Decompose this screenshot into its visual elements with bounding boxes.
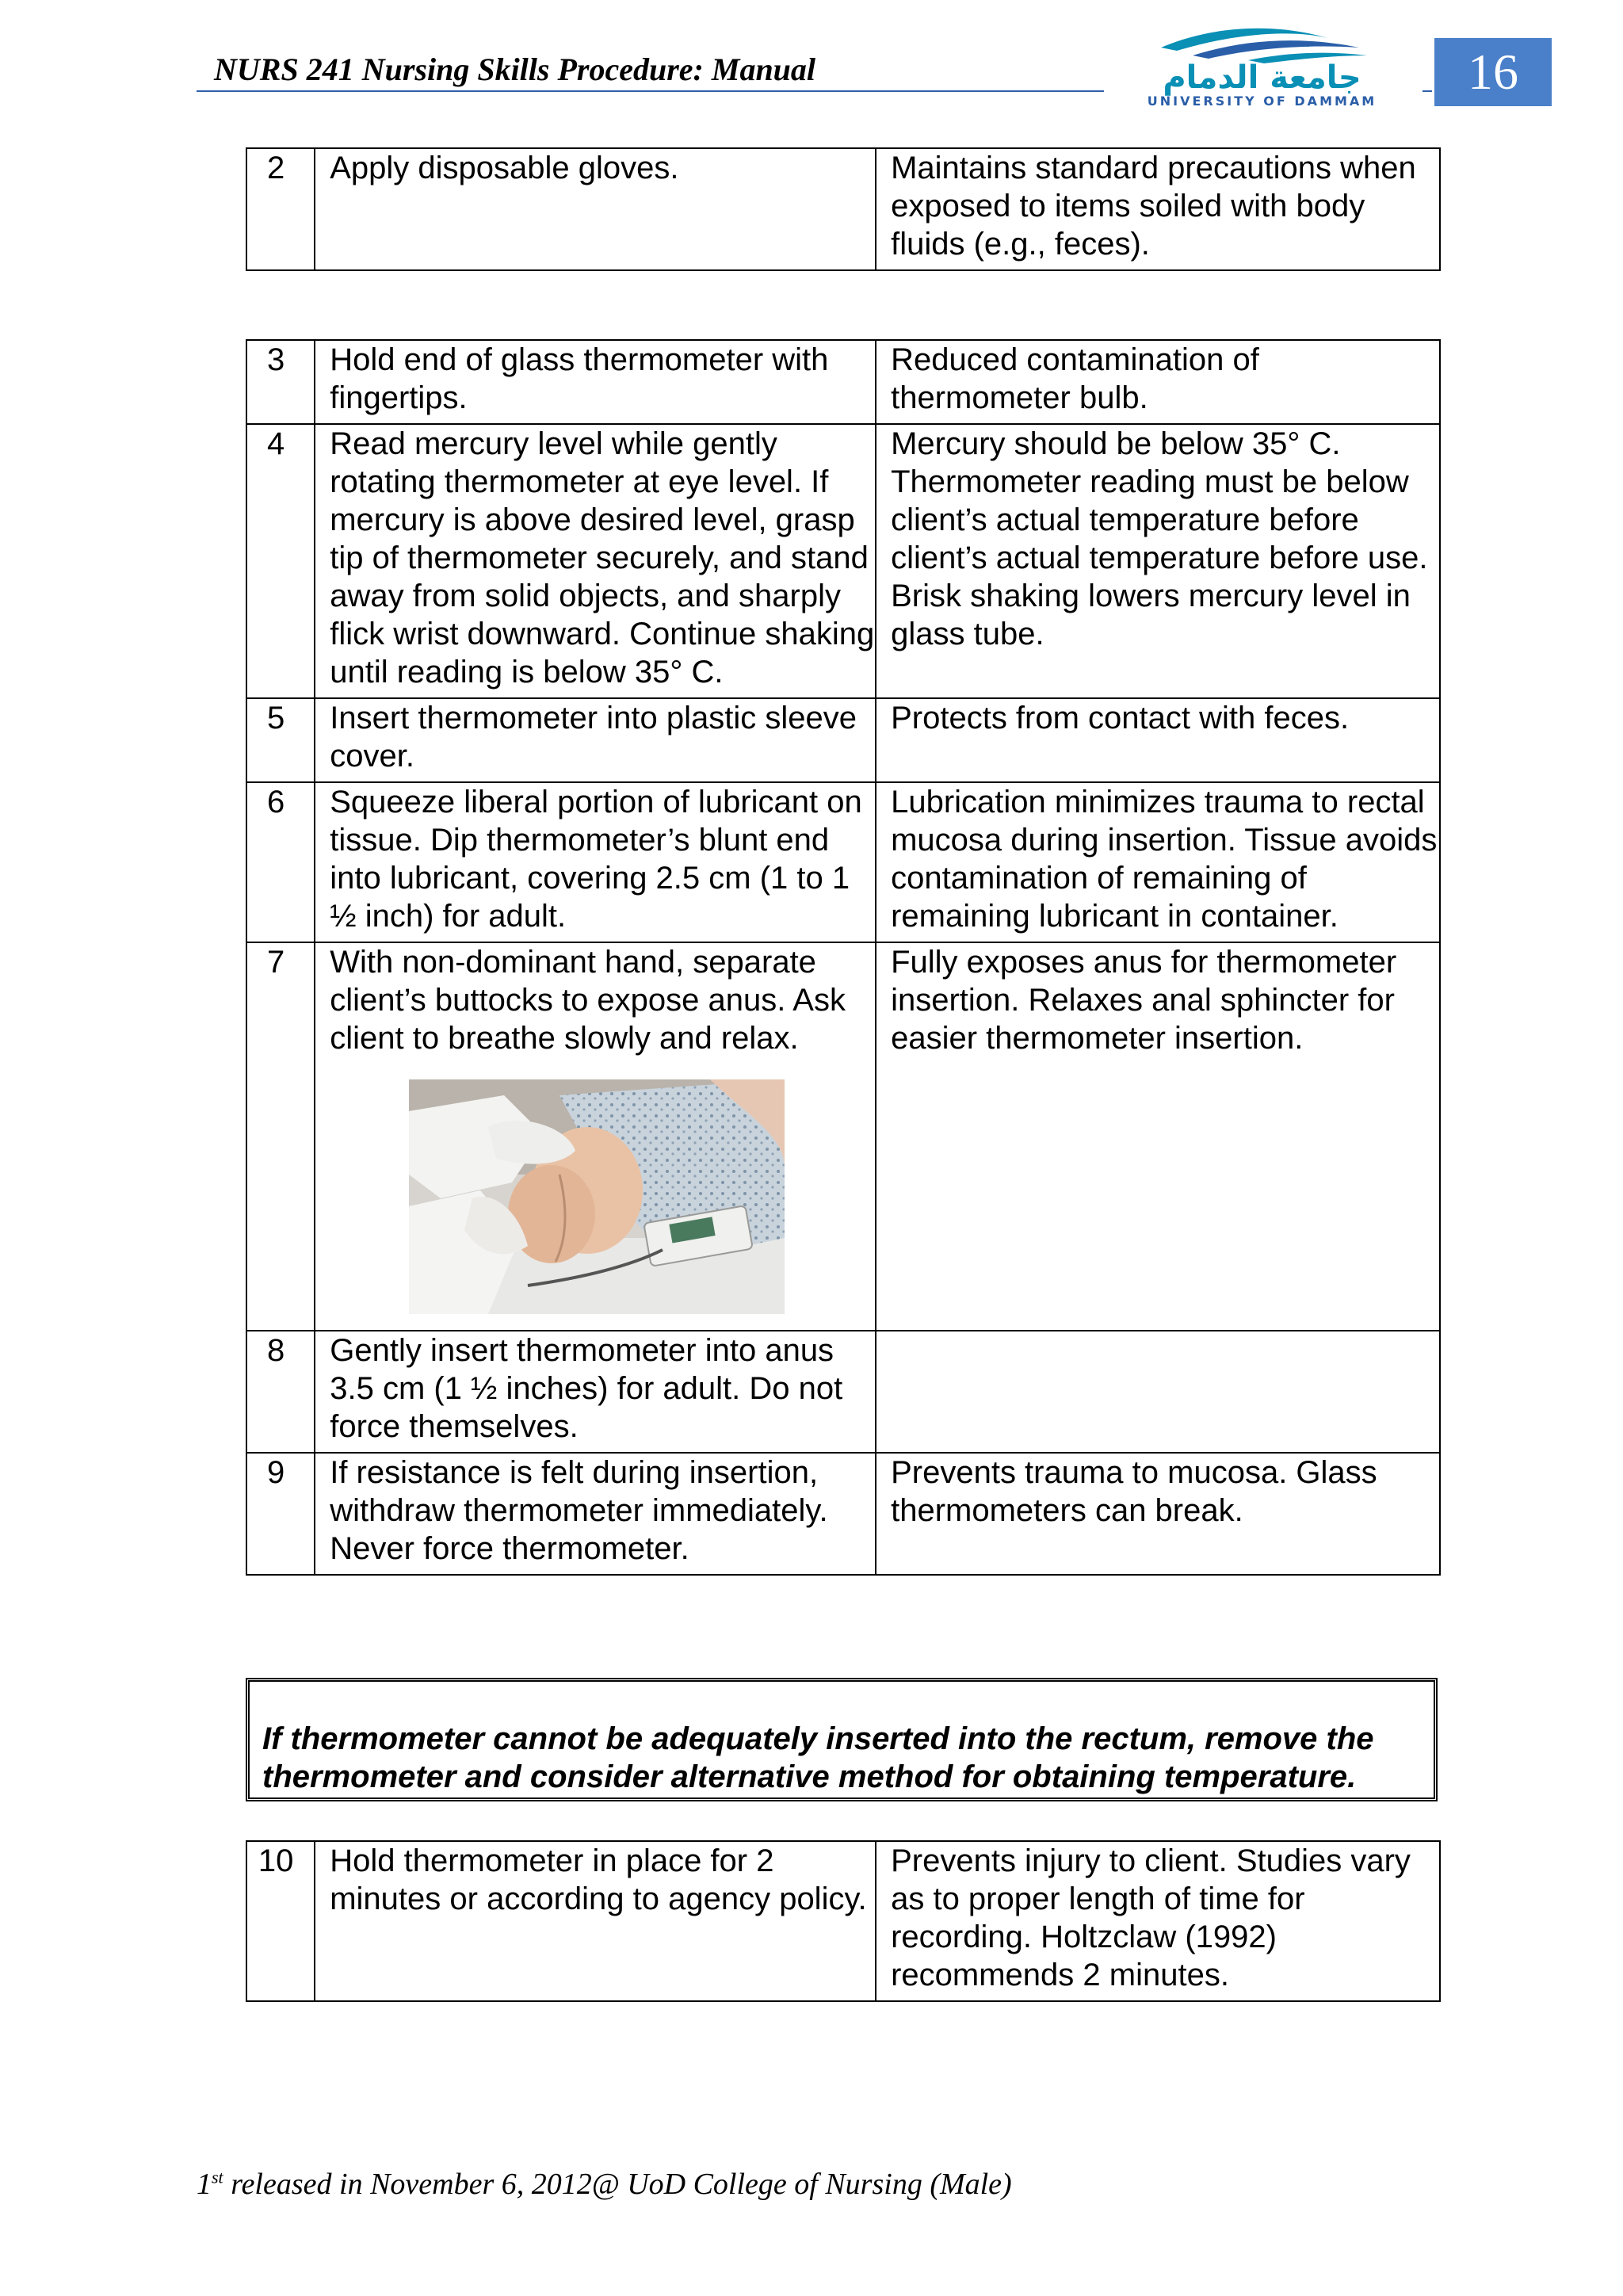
step-rationale: Mercury should be below 35° C. Thermometer reading must be below client’s actual temperature before client’s actual temperature before use. Brisk shaking lowers mercury level in glass tube. — [876, 424, 1440, 698]
step-number: 4 — [246, 424, 315, 698]
warning-note-text: If thermometer cannot be adequately inserted into the rectum, remove the thermometer and consider alternative method for obtaining temperature. — [262, 1721, 1374, 1794]
table-row — [246, 698, 1440, 782]
step-action: Insert thermometer into plastic sleeve cover. — [315, 698, 876, 782]
table-row — [246, 782, 1440, 942]
step-rationale: Protects from contact with feces. — [876, 698, 1440, 782]
header-rule — [197, 90, 1104, 92]
step-rationale: Maintains standard precautions when exposed to items soiled with body fluids (e.g., feces). — [876, 148, 1440, 270]
step-number: 6 — [246, 782, 315, 942]
step-rationale: Fully exposes anus for thermometer insertion. Relaxes anal sphincter for easier thermometer insertion. — [876, 942, 1440, 1331]
photo-container — [330, 1057, 875, 1324]
table-row — [246, 148, 1440, 270]
step-rationale: Prevents injury to client. Studies vary as to proper length of time for recording. Holtzclaw (1992) recommends 2 minutes. — [876, 1841, 1440, 2001]
step-number: 2 — [246, 148, 315, 270]
step-action: Gently insert thermometer into anus 3.5 cm (1 ½ inches) for adult. Do not force themselves. — [315, 1331, 876, 1453]
procedure-photo — [409, 1079, 785, 1314]
procedure-table-3 — [246, 1840, 1441, 2002]
table-row — [246, 1453, 1440, 1575]
step-rationale: Prevents trauma to mucosa. Glass thermometers can break. — [876, 1453, 1440, 1575]
step-rationale — [876, 1331, 1440, 1453]
step-action: Squeeze liberal portion of lubricant on tissue. Dip thermometer’s blunt end into lubricant, covering 2.5 cm (1 to 1 ½ inch) for adult. — [315, 782, 876, 942]
page-number: 16 — [1434, 38, 1552, 106]
university-logo — [1129, 24, 1395, 111]
logo-english-text: UNIVERSITY OF DAMMAM — [1147, 94, 1377, 109]
footer-ordinal-number: 1 — [197, 2168, 212, 2201]
step-action-cell — [315, 942, 876, 1331]
document-title: NURS 241 Nursing Skills Procedure: Manual — [214, 52, 816, 87]
step-action: With non-dominant hand, separate client’s buttocks to expose anus. Ask client to breathe slowly and relax. — [330, 945, 846, 1056]
step-number: 9 — [246, 1453, 315, 1575]
step-rationale: Lubrication minimizes trauma to rectal mucosa during insertion. Tissue avoids contamination of remaining of remaining lubricant in container. — [876, 782, 1440, 942]
footer-text: released in November 6, 2012@ UoD College of Nursing (Male) — [223, 2168, 1012, 2201]
step-number: 5 — [246, 698, 315, 782]
table-row — [246, 424, 1440, 698]
table-row — [246, 1331, 1440, 1453]
release-footer — [197, 2165, 1012, 2203]
logo-arabic-text: جامعة الدمام — [1163, 59, 1361, 96]
step-number: 3 — [246, 340, 315, 424]
step-action: Read mercury level while gently rotating thermometer at eye level. If mercury is above desired level, grasp tip of thermometer securely, and stand away from solid objects, and sharply flick wrist downward. Continue shaking until reading is below 35° C. — [315, 424, 876, 698]
step-number: 8 — [246, 1331, 315, 1453]
table-row — [246, 942, 1440, 1331]
step-action: Hold end of glass thermometer with fingertips. — [315, 340, 876, 424]
step-rationale: Reduced contamination of thermometer bulb. — [876, 340, 1440, 424]
header-rule-end — [1423, 90, 1432, 92]
warning-note — [246, 1678, 1438, 1801]
procedure-table-1 — [246, 147, 1441, 271]
step-action: If resistance is felt during insertion, withdraw thermometer immediately. Never force thermometer. — [315, 1453, 876, 1575]
table-row — [246, 1841, 1440, 2001]
step-number: 10 — [246, 1841, 315, 2001]
step-action: Hold thermometer in place for 2 minutes or according to agency policy. — [315, 1841, 876, 2001]
footer-ordinal-suffix: st — [212, 2167, 223, 2187]
step-number: 7 — [246, 942, 315, 1331]
wave-logo-icon — [1129, 24, 1395, 63]
step-action: Apply disposable gloves. — [315, 148, 876, 270]
table-row — [246, 340, 1440, 424]
procedure-table-2 — [246, 339, 1441, 1576]
